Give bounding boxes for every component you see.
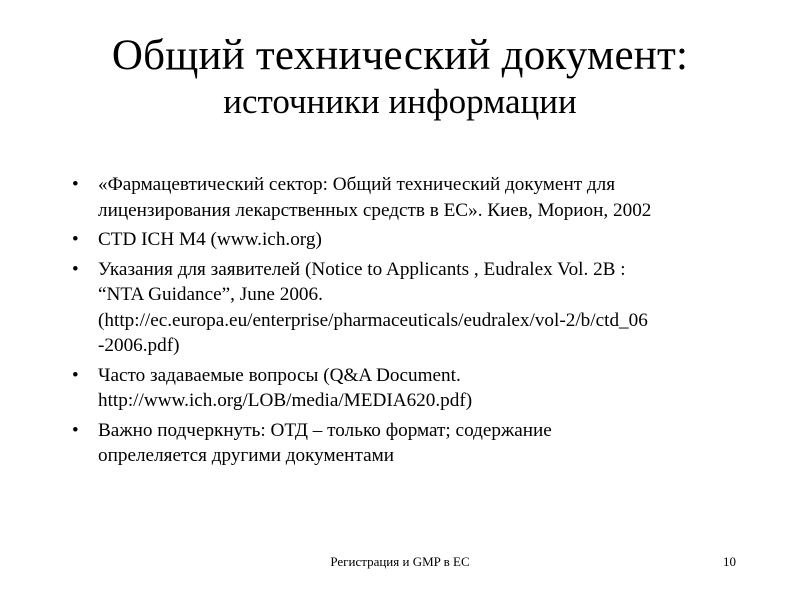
bullet-text: «Фармацевтический сектор: Общий технический документ для лицензирования лекарственных средств в ЕС». Киев, Морион, 2002 (98, 174, 652, 221)
slide-title (40, 32, 760, 121)
bullet-text: Часто задаваемые вопросы (Q&A Document. http://www.ich.org/LOB/media/MEDIA620.pdf) (98, 364, 473, 411)
bullet-text: Указания для заявителей (Notice to Applicants , Eudralex Vol. 2B : “NTA Guidance”, June 2006. (http://ec.europa.eu/enterprise/pharmaceuticals/eudralex/vol-2/b/ctd_06 -2006.pdf) (98, 258, 648, 356)
bullet-list (72, 172, 752, 473)
title-line-1: Общий технический документ: (111, 32, 689, 79)
bullet-item-4 (72, 363, 752, 414)
bullet-item-1 (72, 172, 752, 223)
bullet-dot-icon: • (72, 364, 79, 386)
title-line-2: источники информации (223, 82, 577, 122)
bullet-item-5 (72, 418, 752, 469)
bullet-item-3 (72, 257, 752, 359)
page-number: 10 (723, 554, 736, 569)
footer-title: Регистрация и GMP в ЕС (330, 554, 470, 569)
slide-footer (0, 554, 800, 574)
bullet-text: CTD ICH M4 (www.ich.org) (98, 229, 322, 250)
bullet-dot-icon: • (72, 174, 79, 195)
bullet-dot-icon: • (72, 229, 79, 250)
bullet-dot-icon: • (72, 258, 79, 280)
bullet-item-2 (72, 227, 752, 253)
bullet-dot-icon: • (72, 419, 79, 441)
bullet-text: Важно подчеркнуть: ОТД – только формат; содержание опрелеляется другими документами (98, 419, 552, 466)
